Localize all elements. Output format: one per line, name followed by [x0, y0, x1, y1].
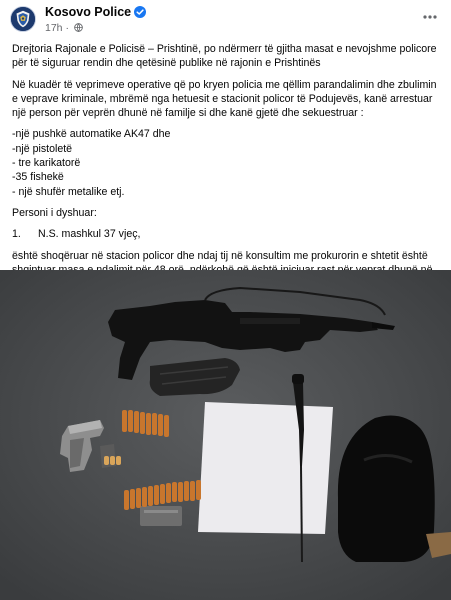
black-balaclava	[338, 416, 435, 562]
post-text	[12, 42, 442, 291]
kosovo-police-emblem-icon	[11, 7, 35, 31]
post-meta	[45, 22, 83, 34]
suspect-number: 1.	[12, 228, 21, 241]
seized-item: - një shufër metalike etj.	[12, 185, 125, 198]
more-options-icon[interactable]	[421, 9, 439, 25]
seized-item: -një pushkë automatike AK47 dhe	[12, 128, 171, 141]
page-name[interactable]	[45, 5, 146, 19]
intro-paragraph: Drejtoria Rajonale e Policisë – Prishtinë, po ndërmerr të gjitha masat e nevojshme policore për të siguruar rendin dhe qetësinë publike në rajonin e Prishtinës	[12, 43, 437, 70]
post-header	[0, 0, 451, 40]
globe-icon[interactable]	[74, 23, 83, 32]
seized-item: - tre karikatorë	[12, 157, 81, 170]
seized-item: -një pistoletë	[12, 142, 73, 155]
seized-item: -35 fishekë	[12, 171, 64, 184]
suspect-text: N.S. mashkul 37 vjeç,	[38, 228, 141, 241]
verified-badge-icon	[134, 6, 146, 18]
arrest-paragraph: Në kuadër të veprimeve operative që po kryen policia me qëllim parandalimin dhe zbulimin e veprave kriminale, mbrëmë nga hetuesit e stacionit policor të Podujevës, kanë arrestuar një person për veprën dhunë në familje si dhe kanë gjetë dhe sekuestruar :	[12, 78, 437, 120]
meta-separator: ·	[65, 22, 69, 34]
page-avatar[interactable]	[10, 6, 36, 32]
closing-paragraph: është shoqëruar në stacion policor dhe ndaj tij në konsultim me prokurorin e shtetit është	[12, 249, 428, 262]
post-time[interactable]: 17h	[45, 22, 63, 34]
suspect-heading: Personi i dyshuar:	[12, 206, 97, 219]
seized-items-photo	[0, 270, 451, 600]
page-name-text[interactable]: Kosovo Police	[45, 5, 132, 19]
white-paper	[198, 402, 333, 534]
suspect-line	[12, 227, 442, 241]
post-photo[interactable]	[0, 270, 451, 600]
